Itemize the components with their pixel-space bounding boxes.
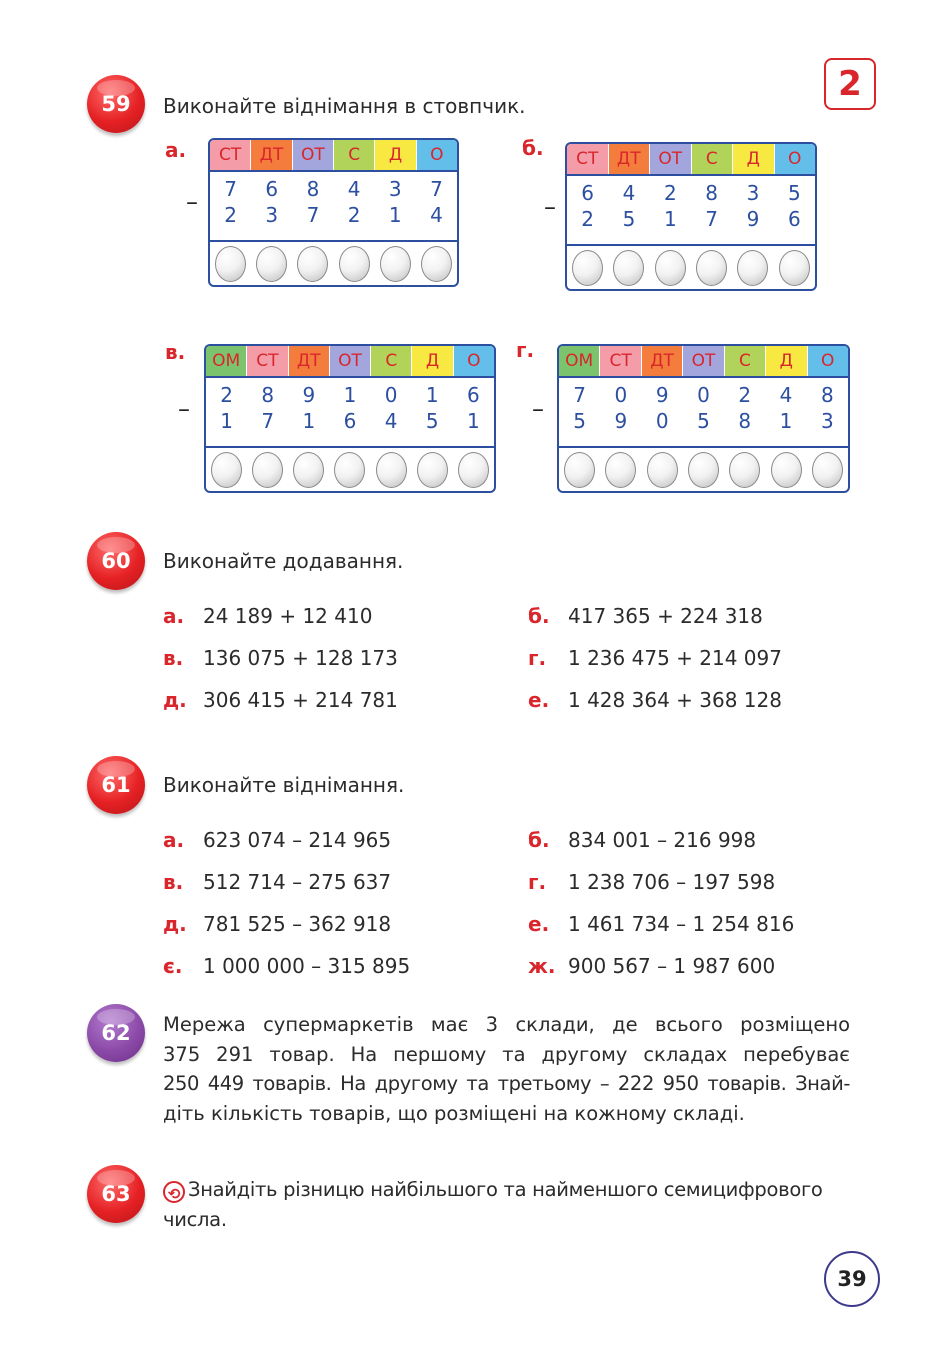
header-ot: ОТ — [683, 346, 724, 376]
task-59-g-letter: г. — [516, 338, 535, 362]
digit: 2 — [220, 383, 233, 407]
header-om: ОМ — [206, 346, 247, 376]
task-61-item-zh — [528, 954, 775, 978]
item-letter: д. — [163, 912, 187, 936]
header-d: Д — [375, 140, 416, 170]
item-letter: б. — [528, 828, 550, 852]
digit: 5 — [697, 409, 710, 433]
header-s: С — [371, 346, 412, 376]
digit: 4 — [779, 383, 793, 407]
digit: 8 — [738, 409, 752, 433]
digits-area — [567, 180, 815, 246]
answer-bubble[interactable] — [696, 250, 727, 286]
answer-bubble[interactable] — [297, 246, 328, 282]
digit: 6 — [467, 383, 480, 407]
task-59-g-minus: – — [532, 395, 544, 423]
minuend-row — [559, 382, 848, 408]
item-expression: 1 461 734 – 1 254 816 — [568, 912, 795, 936]
digit: 3 — [388, 177, 402, 201]
header-o: О — [775, 144, 816, 174]
task-59-b-table — [565, 142, 817, 291]
item-letter: є. — [163, 954, 183, 978]
digit: 1 — [425, 383, 439, 407]
digit: 8 — [261, 383, 275, 407]
item-letter: а. — [163, 604, 185, 628]
item-letter: б. — [528, 604, 550, 628]
digit: 6 — [581, 181, 595, 205]
item-expression: 1 428 364 + 368 128 — [568, 688, 782, 712]
digit: 7 — [261, 409, 275, 433]
chapter-number: 2 — [824, 58, 876, 110]
digit: 1 — [343, 383, 357, 407]
minuend-row — [206, 382, 494, 408]
task-59-b-minus: – — [544, 193, 556, 221]
header-dt: ДТ — [642, 346, 683, 376]
digit: 3 — [746, 181, 760, 205]
answer-bubble[interactable] — [211, 452, 242, 488]
answer-bubble[interactable] — [729, 452, 760, 488]
task-61-item-a — [163, 828, 391, 852]
digit: 5 — [622, 207, 636, 231]
answer-bubble[interactable] — [605, 452, 636, 488]
item-expression: 834 001 – 216 998 — [568, 828, 757, 852]
answer-bubble[interactable] — [376, 452, 407, 488]
answer-bubble[interactable] — [256, 246, 287, 282]
item-letter: в. — [163, 646, 184, 670]
item-expression: 512 714 – 275 637 — [203, 870, 392, 894]
digit: 1 — [388, 203, 402, 227]
digit: 8 — [820, 383, 834, 407]
answer-bubble[interactable] — [421, 246, 452, 282]
answer-bubble[interactable] — [215, 246, 246, 282]
digit: 5 — [425, 409, 439, 433]
digit: 4 — [430, 203, 443, 227]
digit: 4 — [347, 177, 361, 201]
task-61-item-ye — [163, 954, 410, 978]
task-59-a-table — [208, 138, 459, 287]
digit: 0 — [384, 383, 398, 407]
header-o: О — [808, 346, 848, 376]
digit: 4 — [384, 409, 398, 433]
digit: 9 — [655, 383, 669, 407]
task-62-line-2: 375 291 товар. На першому та другому складах перебуває — [163, 1042, 850, 1066]
item-letter: е. — [528, 912, 550, 936]
task-59-b-letter: б. — [522, 136, 544, 160]
task-60-item-b — [528, 604, 763, 628]
item-expression: 24 189 + 12 410 — [203, 604, 373, 628]
header-dt: ДТ — [251, 140, 292, 170]
answer-bubble[interactable] — [647, 452, 678, 488]
item-expression: 781 525 – 362 918 — [203, 912, 392, 936]
item-expression: 306 415 + 214 781 — [203, 688, 398, 712]
digits-area — [206, 382, 494, 448]
header-st: СТ — [600, 346, 641, 376]
item-letter: ж. — [528, 954, 556, 978]
digit: 2 — [581, 207, 595, 231]
item-expression: 1 000 000 – 315 895 — [203, 954, 411, 978]
task-62-line-4: діть кількість товарів, що розміщені на кожному складі. — [163, 1101, 745, 1125]
answer-row — [559, 448, 848, 492]
answer-bubble[interactable] — [779, 250, 810, 286]
refresh-icon: ⟲ — [163, 1181, 185, 1203]
answer-bubble[interactable] — [417, 452, 448, 488]
digits-area — [210, 176, 457, 242]
task-59-text: Виконайте віднімання в стовпчик. — [163, 94, 526, 118]
task-61-item-b — [528, 828, 756, 852]
minuend-row — [210, 176, 457, 202]
place-header-row — [559, 346, 848, 378]
header-dt: ДТ — [289, 346, 330, 376]
digit: 3 — [820, 409, 834, 433]
task-62-text — [163, 1010, 850, 1128]
answer-bubble[interactable] — [771, 452, 802, 488]
answer-bubble[interactable] — [458, 452, 489, 488]
header-st: СТ — [210, 140, 251, 170]
digit: 1 — [220, 409, 233, 433]
task-60-item-g — [528, 646, 782, 670]
task-63-text — [163, 1175, 853, 1234]
answer-row — [567, 246, 815, 290]
digit: 0 — [697, 383, 710, 407]
task-63-line-1-text: Знайдіть різницю найбільшого та найменшого семицифрового — [188, 1178, 823, 1201]
answer-bubble[interactable] — [613, 250, 644, 286]
header-s: С — [692, 144, 734, 174]
digit: 9 — [614, 409, 628, 433]
item-letter: д. — [163, 688, 187, 712]
digit: 9 — [746, 207, 760, 231]
task-61-item-g — [528, 870, 775, 894]
header-s: С — [334, 140, 375, 170]
header-ot: ОТ — [650, 144, 692, 174]
header-st: СТ — [567, 144, 609, 174]
digit: 1 — [779, 409, 793, 433]
header-d: Д — [412, 346, 453, 376]
task-60-item-v — [163, 646, 398, 670]
task-61-badge: 61 — [87, 756, 145, 814]
digit: 6 — [343, 409, 357, 433]
digit: 2 — [663, 181, 677, 205]
task-63-badge: 63 — [87, 1165, 145, 1223]
digit: 2 — [224, 203, 237, 227]
answer-bubble[interactable] — [737, 250, 768, 286]
digit: 8 — [306, 177, 320, 201]
answer-bubble[interactable] — [380, 246, 411, 282]
page-number: 39 — [824, 1251, 880, 1307]
task-62-line-1: Мережа супермаркетів має 3 склади, де всього розміщено — [163, 1013, 850, 1036]
digit: 5 — [573, 409, 586, 433]
answer-row — [206, 448, 494, 492]
answer-bubble[interactable] — [572, 250, 603, 286]
task-59-a-letter: а. — [165, 138, 187, 162]
task-62-badge: 62 — [87, 1004, 145, 1062]
subtrahend-row — [567, 206, 815, 232]
item-letter: г. — [528, 646, 547, 670]
task-62-line-3: 250 449 товарів. На другому та третьому – 222 950 товарів. Знай- — [163, 1072, 850, 1095]
task-60-item-a — [163, 604, 372, 628]
subtrahend-row — [210, 202, 457, 228]
item-letter: е. — [528, 688, 550, 712]
answer-row — [210, 242, 457, 286]
digit: 6 — [787, 207, 801, 231]
item-expression: 623 074 – 214 965 — [203, 828, 392, 852]
digit: 2 — [738, 383, 752, 407]
item-expression: 900 567 – 1 987 600 — [568, 954, 776, 978]
header-o: О — [417, 140, 457, 170]
digit: 1 — [302, 409, 316, 433]
header-o: О — [454, 346, 494, 376]
digit: 8 — [705, 181, 719, 205]
answer-bubble[interactable] — [812, 452, 843, 488]
item-expression: 1 238 706 – 197 598 — [568, 870, 776, 894]
item-expression: 417 365 + 224 318 — [568, 604, 763, 628]
answer-bubble[interactable] — [655, 250, 686, 286]
task-59-a-minus: – — [186, 188, 198, 216]
digit: 6 — [265, 177, 279, 201]
digit: 7 — [430, 177, 443, 201]
answer-bubble[interactable] — [564, 452, 595, 488]
place-header-row — [206, 346, 494, 378]
place-header-row — [567, 144, 815, 176]
header-d: Д — [733, 144, 775, 174]
digit: 7 — [224, 177, 237, 201]
task-60-item-d — [163, 688, 398, 712]
answer-bubble[interactable] — [688, 452, 719, 488]
digit: 3 — [265, 203, 279, 227]
task-60-item-e — [528, 688, 782, 712]
header-ot: ОТ — [293, 140, 334, 170]
digits-area — [559, 382, 848, 448]
task-61-item-v — [163, 870, 391, 894]
task-59-v-table — [204, 344, 496, 493]
item-letter: в. — [163, 870, 184, 894]
header-om: ОМ — [559, 346, 600, 376]
digit: 0 — [614, 383, 628, 407]
digit: 2 — [347, 203, 361, 227]
task-61-item-e — [528, 912, 794, 936]
header-dt: ДТ — [609, 144, 651, 174]
task-60-badge: 60 — [87, 532, 145, 590]
minuend-row — [567, 180, 815, 206]
digit: 7 — [306, 203, 320, 227]
task-60-text: Виконайте додавання. — [163, 549, 404, 573]
task-59-v-minus: – — [178, 395, 190, 423]
header-s: С — [725, 346, 766, 376]
digit: 4 — [622, 181, 636, 205]
task-61-item-d — [163, 912, 391, 936]
digit: 9 — [302, 383, 316, 407]
answer-bubble[interactable] — [334, 452, 365, 488]
task-61-text: Виконайте віднімання. — [163, 773, 405, 797]
digit: 1 — [663, 207, 677, 231]
task-59-v-letter: в. — [165, 340, 186, 364]
item-expression: 136 075 + 128 173 — [203, 646, 398, 670]
place-header-row — [210, 140, 457, 172]
digit: 7 — [573, 383, 586, 407]
header-ot: ОТ — [330, 346, 371, 376]
task-59-badge: 59 — [87, 75, 145, 133]
header-d: Д — [766, 346, 807, 376]
digit: 0 — [655, 409, 669, 433]
digit: 7 — [705, 207, 719, 231]
subtrahend-row — [559, 408, 848, 434]
answer-bubble[interactable] — [293, 452, 324, 488]
digit: 1 — [467, 409, 480, 433]
task-63-line-1 — [163, 1175, 853, 1205]
item-expression: 1 236 475 + 214 097 — [568, 646, 782, 670]
answer-bubble[interactable] — [339, 246, 370, 282]
task-63-line-2: числа. — [163, 1207, 227, 1231]
task-59-g-table — [557, 344, 850, 493]
subtrahend-row — [206, 408, 494, 434]
answer-bubble[interactable] — [252, 452, 283, 488]
item-letter: г. — [528, 870, 547, 894]
digit: 5 — [787, 181, 801, 205]
header-st: СТ — [247, 346, 288, 376]
item-letter: а. — [163, 828, 185, 852]
